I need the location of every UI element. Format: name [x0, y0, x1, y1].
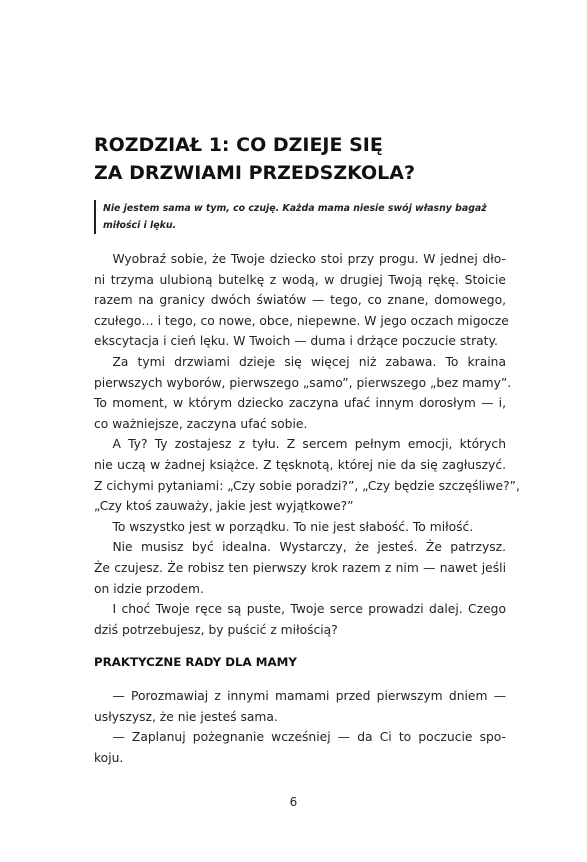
body-line: czułego… i tego, co nowe, obce, niepewne. W jego oczach migocze: [94, 313, 509, 328]
body-line: Za tymi drzwiami dzieje się więcej niż zabawa. To kraina: [94, 354, 506, 369]
body-line: pierwszych wyborów, pierwszego „samo”, pierwszego „bez mamy”.: [94, 375, 512, 390]
body-line: „Czy ktoś zauważy, jakie jest wyjątkowe?”: [94, 499, 354, 514]
body-line: dziś potrzebujesz, by puścić z miłością?: [94, 622, 338, 637]
body-line: razem na granicy dwóch światów — tego, co znane, domowego,: [94, 293, 506, 308]
tip-line: — Porozmawiaj z innymi mamami przed pierwszym dniem —: [94, 689, 506, 703]
epigraph-line-2: miłości i lęku.: [103, 220, 177, 231]
chapter-title: [94, 131, 514, 187]
tips-list: [94, 686, 506, 768]
page-number: 6: [289, 795, 298, 809]
tip-line: — Zaplanuj pożegnanie wcześniej — da Ci to poczucie spo-: [94, 730, 506, 745]
body-line: ni trzyma ulubioną butelkę z wodą, w drugiej Twoją rękę. Stoicie: [94, 272, 506, 287]
epigraph-line-1: Nie jestem sama w tym, co czuję. Każda mama niesie swój własny bagaż: [103, 203, 487, 214]
body-line: Że czujesz. Że robisz ten pierwszy krok razem z nim — nawet jeśli: [94, 560, 506, 575]
body-line: co ważniejsze, zaczyna ufać sobie.: [94, 416, 308, 431]
chapter-title-line-1: ROZDZIAŁ 1: CO DZIEJE SIĘ: [94, 134, 383, 156]
epigraph-quote: [94, 200, 506, 234]
body-line: Wyobraź sobie, że Twoje dziecko stoi przy progu. W jednej dło-: [94, 252, 506, 266]
body-line: nie uczą w żadnej książce. Z tęsknotą, której nie da się zagłuszyć.: [94, 457, 506, 472]
tip-line: usłyszysz, że nie jesteś sama.: [94, 709, 278, 724]
body-line: Z cichymi pytaniami: „Czy sobie poradzi?”, „Czy będzie szczęśliwe?”,: [94, 478, 520, 493]
body-line: ekscytacja i cień lęku. W Twoich — duma i drżące poczucie straty.: [94, 334, 498, 349]
body-line: A Ty? Ty zostajesz z tyłu. Z sercem pełnym emocji, których: [94, 437, 506, 452]
chapter-body: [94, 249, 520, 640]
section-heading: PRAKTYCZNE RADY DLA MAMY: [94, 655, 297, 669]
body-line: To wszystko jest w porządku. To nie jest słabość. To miłość.: [94, 519, 474, 534]
body-line: on idzie przodem.: [94, 581, 204, 596]
chapter-title-line-2: ZA DRZWIAMI PRZEDSZKOLA?: [94, 162, 415, 184]
body-line: I choć Twoje ręce są puste, Twoje serce prowadzi dalej. Czego: [94, 602, 506, 617]
tip-line: koju.: [94, 750, 124, 765]
body-line: Nie musisz być idealna. Wystarczy, że jesteś. Że patrzysz.: [94, 540, 506, 555]
body-line: To moment, w którym dziecko zaczyna ufać innym dorosłym — i,: [94, 396, 506, 411]
